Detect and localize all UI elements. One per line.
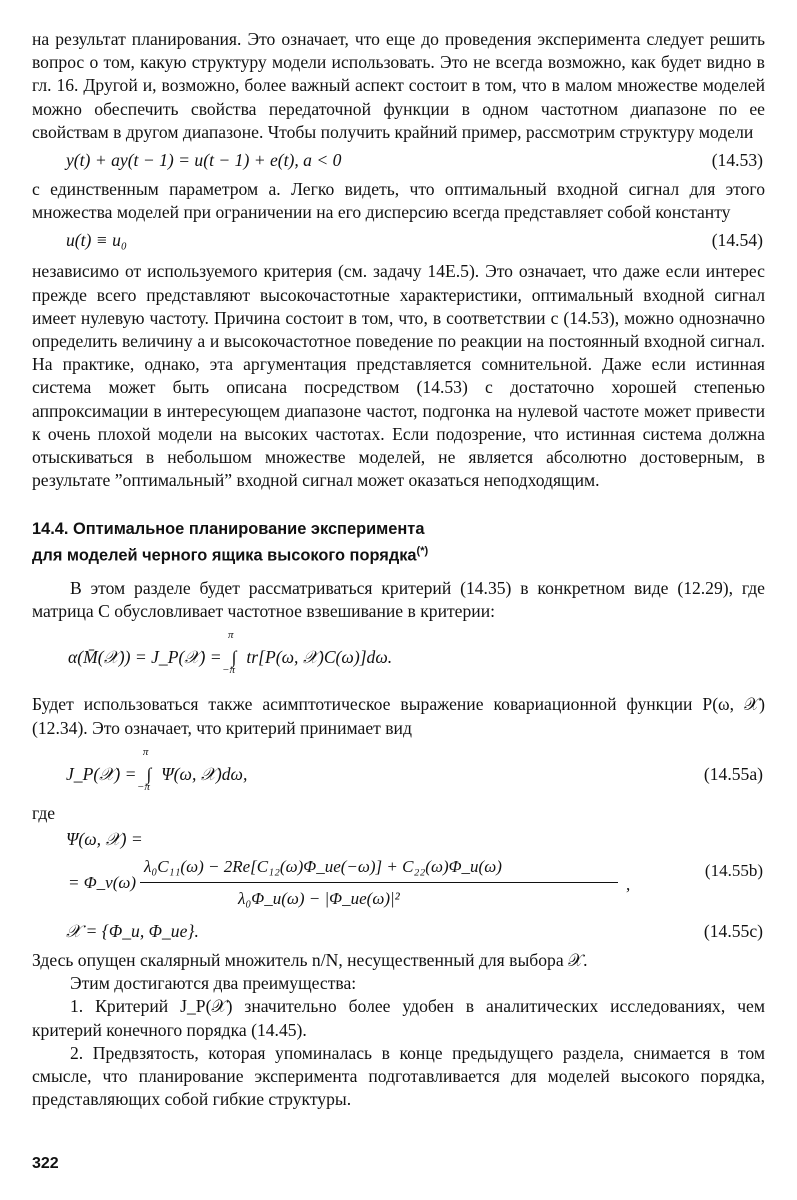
heading-line-1: 14.4. Оптимальное планирование эксперимента [32,520,425,539]
equation-number: (14.54) [711,230,763,251]
equation-psi-line [32,825,765,855]
paragraph-8: 1. Критерий J_P(𝒳) значительно более удобен в аналитических исследованиях, чем критерий конечного порядка (14.45). [32,996,765,1040]
paragraph-6: Здесь опущен скалярный множитель n/N, несущественный для выбора 𝒳. [32,949,588,970]
paragraph-2: с единственным параметром a. Легко видеть, что оптимальный входной сигнал для этого множества моделей при ограничении на его дисперсию всегда представляет собой константу [32,179,765,223]
equation-14-55c [32,919,765,949]
equation-14-54 [32,224,765,260]
equation-formula: y(t) + ay(t − 1) = u(t − 1) + e(t), a < 0 [66,150,342,171]
equation-14-55a [32,740,765,802]
paragraph-1: на результат планирования. Это означает, что еще до проведения эксперимента следует решить вопрос о том, какую структуру модели использовать. Это не всегда возможно, как будет видно в гл. 16. Другой и, возможно, более важный аспект состоит в том, что в малом множестве моделей можно обеспечить свойства передаточной функции в одном частотном диапазоне по ее свойствам в другом диапазоне. Чтобы получить крайний пример, рассмотрим структуру модели [32,29,765,142]
paragraph-4: В этом разделе будет рассматриваться критерий (14.35) в конкретном виде (12.29), где матрица C обусловливает частотное взвешивание в критерии: [32,577,765,622]
integral-sign: ∫ π −π [222,629,237,677]
heading-footnote-mark: (*) [416,545,429,558]
section-heading [32,518,765,566]
equation-number: (14.55c) [703,920,763,941]
equation-number: (14.53) [711,150,763,171]
integral-upper-limit: π [228,629,234,642]
paragraph-5: Будет использоваться также асимптотическое выражение ковариационной функции P(ω, 𝒳) (12.34). Это означает, что критерий принимает вид [32,694,765,738]
equation-lhs: J_P(𝒳) = [66,763,137,784]
equation-lhs: α(M̄(𝒳)) = J_P(𝒳) = [68,647,222,668]
fraction-bar [140,882,618,883]
equation-14-53 [32,144,765,178]
fraction-numerator: λ₀C₁₁(ω) − 2Re[C₁₂(ω)Φ_ue(−ω)] + C₂₂(ω)Φ_u(ω) [144,856,502,876]
equation-formula: Ψ(ω, 𝒳) = [66,828,143,849]
equation-formula: 𝒳 = {Φ_u, Φ_ue}. [66,920,199,941]
paragraph-7: Этим достигаются два преимущества: [70,973,357,994]
page-content [32,28,765,1111]
where-label: где [32,802,56,823]
equation-14-55b [32,855,765,919]
equation-lhs: = Φ_v(ω) [68,872,137,892]
integral-upper-limit: π [142,745,149,758]
paragraph-9: 2. Предвзятость, которая упоминалась в конце предыдущего раздела, снимается в том смысле, что планирование эксперимента подготавливается для моделей высокого порядка, представляющих собой гибкие структуры. [32,1042,765,1110]
equation-formula: u(t) ≡ u₀ [66,230,127,251]
equation-number: (14.55a) [703,763,763,784]
equation-number: (14.55b) [704,860,763,880]
integral-sign: ∫ π −π [136,745,152,793]
paragraph-3: независимо от используемого критерия (см. задачу 14Е.5). Это означает, что даже если интерес прежде всего представляют высокочастотные характеристики, оптимальный входной сигнал имеет нулевую частоту. Причина состоит в том, что, в соответствии с (14.53), можно однозначно определить величину a и высокочастотное поведение по реакции на постоянный входной сигнал. На практике, однако, эта аргументация представляется сомнительной. Даже если истинная система может быть описана посредством (14.53) с достаточно хорошей степенью аппроксимации в интересующем диапазоне частот, подгонка на нулевой частоте может привести к очень плохой модели на высоких частотах. Если подозрение, что истинная система должна отыскиваться в небольшом множестве моделей, не является абсолютно достоверным, в результате ”оптимальный” входной сигнал может оказаться неподходящим. [32,261,765,491]
equation-rhs: Ψ(ω, 𝒳)dω, [161,763,248,784]
heading-line-2: для моделей черного ящика высокого порядка [32,546,417,565]
integral-lower-limit: −π [136,780,150,793]
page-number: 322 [32,1155,59,1172]
equation-comma: , [626,874,631,894]
equation-rhs: tr[P(ω, 𝒳)C(ω)]dω. [246,647,393,668]
fraction-denominator: λ₀Φ_u(ω) − |Φ_ue(ω)|² [238,888,400,908]
integral-lower-limit: −π [222,664,235,677]
equation-criterion [32,623,765,693]
